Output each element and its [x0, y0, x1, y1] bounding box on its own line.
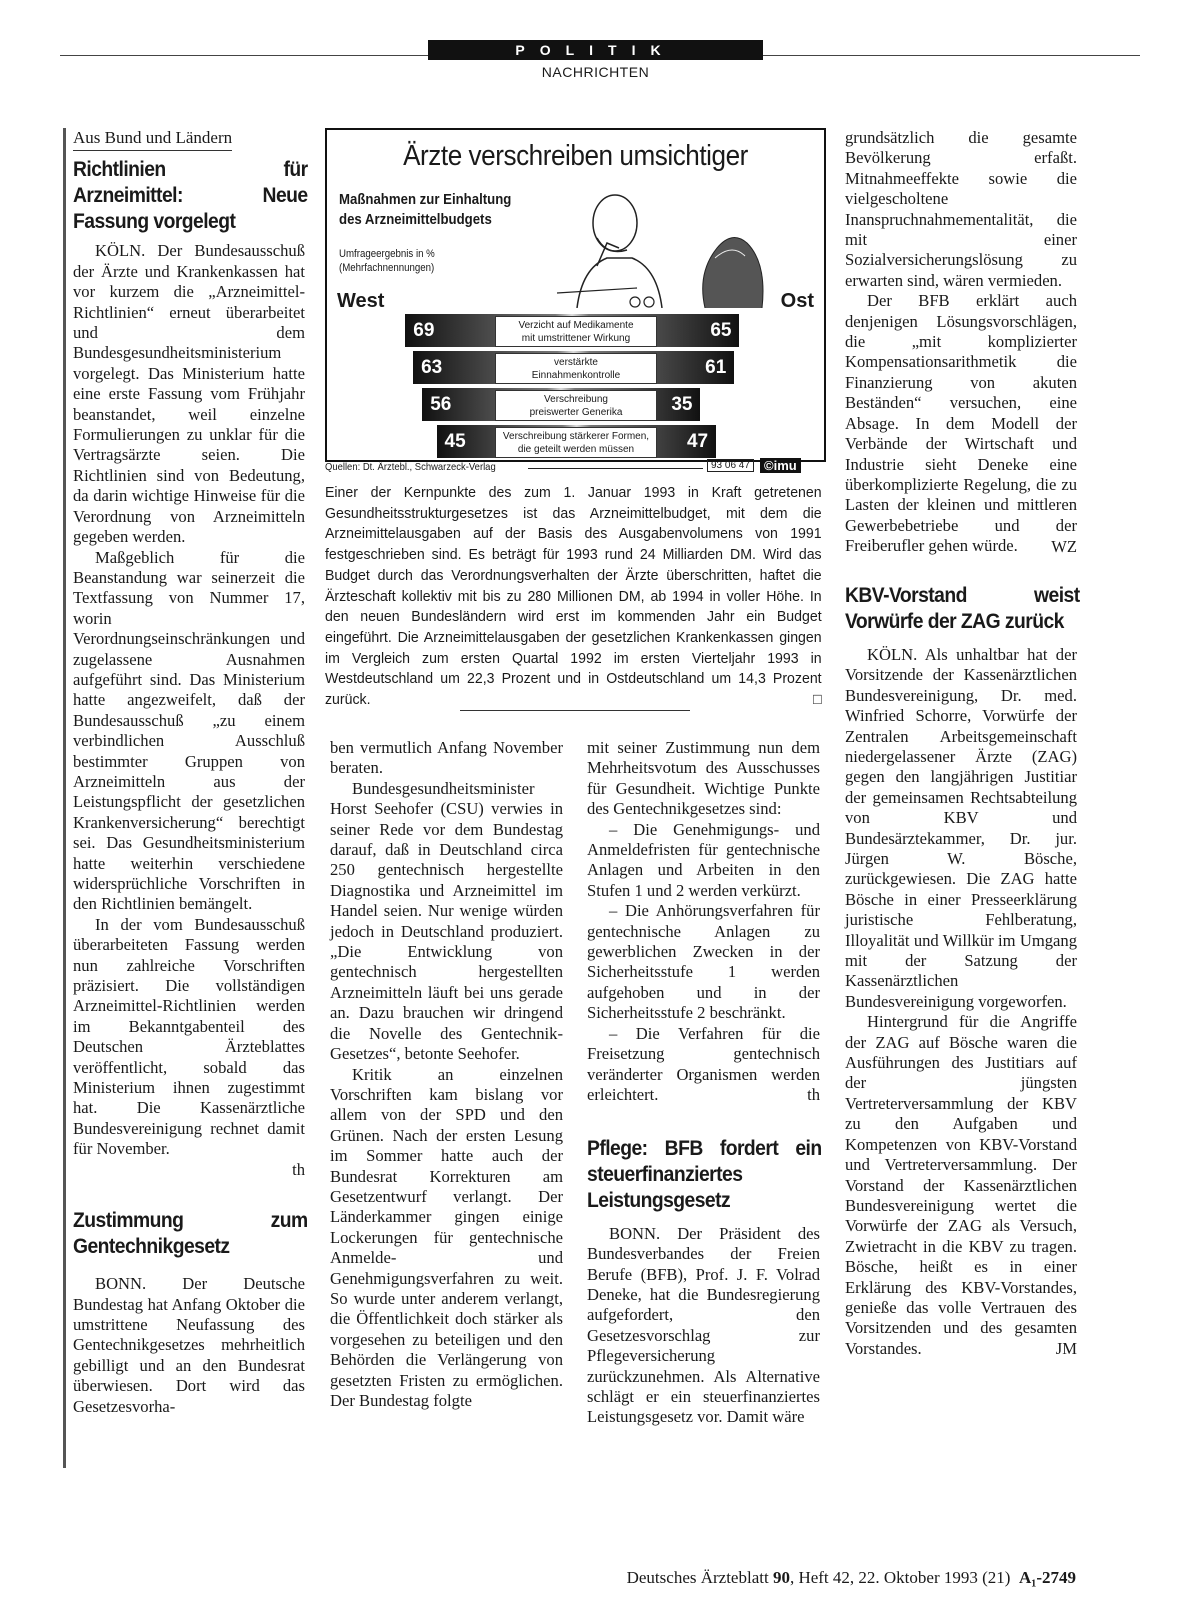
- chart-left-label: West: [337, 290, 385, 312]
- column-1: [73, 128, 308, 1417]
- chart-code: 93 06 47: [707, 459, 754, 472]
- chart-category-label: verstärkte Einnahmenkontrolle: [495, 353, 657, 384]
- chart-bar-row: [405, 314, 739, 347]
- article4-signature: JM: [1055, 1339, 1077, 1359]
- article4-headline: KBV-Vorstand weist Vorwürfe der ZAG zurück: [845, 583, 1080, 633]
- article2-list-item: – Die Genehmigungs- und Anmeldefristen für gentechnische Anlagen und Arbeiten in den Stufen 1 und 2 werden verkürzt.: [587, 819, 820, 900]
- page-footer: [627, 1568, 1076, 1588]
- article2-signature: th: [807, 1085, 820, 1105]
- chart-bar-row: [422, 388, 700, 421]
- chart-note: Umfrageergebnis in % (Mehrfachnennungen): [339, 248, 435, 274]
- chart-category-label: Verschreibung preiswerter Generika: [495, 390, 657, 421]
- section-subtitle: NACHRICHTEN: [541, 64, 650, 80]
- chart-box: [325, 128, 826, 462]
- chart-subtitle: Maßnahmen zur Einhaltung des Arzneimittelbudgets: [339, 191, 512, 228]
- article4-paragraph: Hintergrund für die Angriffe der ZAG auf Bösche waren die Ausführungen des Justitiars auf der jüngsten Vertreterversammlung der KBV zu den Aufgaben und Kompetenzen von KBV-Vorstand und Vertreterversammlung. Der Vorstand der Kassenärztlichen Bundesvereinigung wertet die Vorwürfe der ZAG als Versuch, Zwietracht in die KBV zu tragen. Bösche, heißt es in einer Erklärung des KBV-Vorstandes, genieße das volle Vertrauen des Vorsitzenden und des gesamten Vorstandes.: [845, 1012, 1077, 1358]
- chart-source-rule: [528, 468, 703, 469]
- caption-rule: [460, 710, 690, 711]
- article3-paragraph: grundsätzlich die gesamte Bevölkerung erfaßt. Mitnahmeeffekte sowie die vielgescholtene Inanspruchnahmementalität, die mit einer Sozialversicherungslösung zu erwarten sind, wären vermieden.: [845, 128, 1077, 290]
- chart-bar-row: [413, 351, 734, 384]
- chart-right-label: Ost: [780, 290, 814, 312]
- column-3: [587, 738, 820, 1428]
- article2-paragraph: Bundesgesundheitsminister Horst Seehofer (CSU) verwies in seiner Rede vor dem Bundestag darauf, daß in Deutschland circa 250 gentechnisch hergestellte Diagnostika und Arzneimittel im Handel seien. Nur wenige würden jedoch in Deutschland produziert. „Die Entwicklung von gentechnisch hergestellten Arzneimitteln läuft bei uns gerade an. Dazu brauchen wir dringend die Novelle des Gentechnik-Gesetzes“, betonte Seehofer.: [330, 778, 563, 1064]
- chart-bar-row: [437, 425, 717, 458]
- chart-value-ost: 65: [710, 320, 732, 341]
- article3-paragraph: BONN. Der Präsident des Bundesverbandes der Freien Berufe (BFB), Prof. J. F. Volrad Deneke, hat die Bundesregierung aufgefordert, den Gesetzesvorschlag zur Pflegeversicherung zurückzunehmen. Als Alternative schlägt er ein steuerfinanziertes Leistungsgesetz vor. Damit wäre: [587, 1223, 820, 1427]
- column-4: [845, 128, 1080, 1360]
- column-marker-bar: [63, 128, 66, 1468]
- chart-caption: Einer der Kernpunkte des zum 1. Januar 1993 in Kraft getretenen Gesundheitsstrukturgesetzes ist das Arzneimittelbudget, mit dem die Arzneimittelausgaben auf der Basis des Ausgabenvolumens von 1991 festgeschrieben sind. Es beträgt für 1993 rund 24 Milliarden DM. Wird das Budget durch das Verordnungsverhalten der Ärzte überschritten, haftet die Ärzteschaft kollektiv mit bis zu 280 Millionen DM, ab 1994 in voller Höhe. In den neuen Bundesländern wird erst im kommenden Jahr ein Budget eingeführt. Die Arzneimittelausgaben der gesetzlichen Krankenkassen gingen im Vergleich zum ersten Quartal 1992 im ersten Vierteljahr 1993 in Westdeutschland um 22,3 Prozent und in Ostdeutschland um 14,3 Prozent zurück. □: [325, 483, 822, 711]
- article2-paragraph: mit seiner Zustimmung nun dem Mehrheitsvotum des Ausschusses für Gesundheit. Wichtige Punkte des Gentechnikgesetzes sind:: [587, 738, 820, 819]
- article-kicker: Aus Bund und Ländern: [73, 128, 232, 151]
- chart-value-west: 69: [413, 320, 435, 341]
- chart-value-ost: 35: [671, 394, 693, 415]
- chart-value-west: 56: [430, 394, 452, 415]
- article2-headline: Zustimmung zum Gentechnikgesetz: [73, 1209, 308, 1259]
- article1-headline: Richtlinien für Arzneimittel: Neue Fassung vorgelegt: [73, 158, 308, 234]
- chart-value-west: 45: [444, 431, 466, 452]
- article2-paragraph: Kritik an einzelnen Vorschriften kam bislang vor allem von der SPD und den Grünen. Nach der ersten Lesung im Sommer hatte auch der Bundesrat Korrekturen am Gesetzentwurf verlangt. Der Länderkammer gingen einige Lockerungen für gentechnische Anmelde- und Genehmigungsverfahren zu weit. So wurde unter anderem verlangt, die Öffentlichkeit doch stärker als vorgesehen zu beteiligen und den Behörden die Verlängerung von gesetzten Fristen zu ermöglichen. Der Bundestag folgte: [330, 1064, 563, 1410]
- article2-list-item: – Die Anhörungsverfahren für gentechnische Anlagen zu gewerblichen Zwecken in der Sicherheitsstufe 1 werden aufgehoben und in der Sicherheitsstufe 2 beschränkt.: [587, 901, 820, 1023]
- chart-value-ost: 47: [686, 431, 709, 452]
- footer-journal: Deutsches Ärzteblatt: [626, 1568, 769, 1587]
- chart-title: Ärzte verschreiben umsichtiger: [403, 140, 748, 172]
- article2-paragraph: ben vermutlich Anfang November beraten.: [330, 738, 563, 778]
- chart-value-west: 63: [421, 357, 443, 378]
- end-mark: □: [813, 691, 822, 709]
- article4-paragraph: KÖLN. Als unhaltbar hat der Vorsitzende der Kassenärztlichen Bundesvereinigung, Dr. med. Winfried Schorre, Vorwürfe der Zentralen Arbeitsgemeinschaft niedergelassener Ärzte (ZAG) gegen den langjährigen Justitiar der gemeinsamen Rechtsabteilung von KBV und Bundesärztekammer, Dr. jur. Jürgen W. Bösche, zurückgewiesen. Die ZAG hatte Bösche in einer Presseerklärung juristische Fehlberatung, Illoyalität und Willkür im Umgang mit der Satzung der Kassenärztlichen Bundesvereinigung vorgeworfen.: [845, 644, 1077, 1011]
- chart-logo: ©imu: [760, 458, 801, 473]
- chart-source: Quellen: Dt. Ärztebl., Schwarzeck-Verlag: [325, 461, 496, 473]
- article3-paragraph: Der BFB erklärt auch denjenigen Lösungsvorschlägen, die „mit komplizierter Kompensationsarithmetik die Finanzierung von akuten Beständen“ versuchen, eine Absage. In dem Modell der Verbände der Wirtschaft und Industrie sieht Deneke eine überkomplizierte Regelung, die zu Lasten der kleinen und mittleren Gewerbebetriebe und der Freiberufler gehen würde.: [845, 291, 1077, 556]
- article3-signature: WZ: [1051, 536, 1077, 556]
- article2-paragraph: BONN. Der Deutsche Bundestag hat Anfang Oktober die umstrittene Neufassung des Gentechnikgesetzes mehrheitlich gebilligt und an den Bundesrat überwiesen. Dort wird das Gesetzesvorha-: [73, 1274, 305, 1416]
- footer-volume: 90: [772, 1568, 790, 1587]
- section-title: POLITIK: [428, 40, 763, 60]
- article3-headline: Pflege: BFB fordert ein steuerfinanziertes Leistungsgesetz: [587, 1136, 822, 1212]
- article1-paragraph: KÖLN. Der Bundesausschuß der Ärzte und Krankenkassen hat vor kurzem die „Arzneimittel-Richtlinien“ erneut überarbeitet und dem Bundesgesundheitsministerium vorgelegt. Das Ministerium hatte eine erste Fassung vom Frühjahr beanstandet, weil einzelne Formulierungen zu unklar für die Vertragsärzte seien. Die Richtlinien sind von Bedeutung, da darin wichtige Hinweise für die Verordnung von Arzneimitteln gegeben werden.: [73, 241, 305, 547]
- doctor-illustration: [537, 188, 787, 308]
- column-2: [330, 738, 563, 1411]
- article1-paragraph: In der vom Bundesausschuß überarbeiteten Fassung werden nun zahlreiche Vorschriften präzisiert. Die vollständigen Arzneimittel-Richtlinien werden im Bekanntgabenteil des Deutschen Ärzteblattes veröffentlicht, sobald das Ministerium ihnen zugestimmt hat. Die Kassenärztliche Bundesvereinigung rechnet damit für November.: [73, 914, 305, 1159]
- article1-paragraph: Maßgeblich für die Beanstandung war seinerzeit die Textfassung von Nummer 17, worin Verordnungseinschränkungen und zugelassene Ausnahmen aufgeführt sind. Das Ministerium hatte angezweifelt, daß der Bundesausschuß „zu einem verbindlichen Ausschluß bestimmter Gruppen von Arzneimitteln aus der Leistungspflicht der gesetzlichen Krankenversicherung“ berechtigt sei. Das Gesundheitsministerium hatte weiterhin verschiedene widersprüchliche Vorschriften in den Richtlinien bemängelt.: [73, 547, 305, 914]
- chart-category-label: Verschreibung stärkerer Formen, die geteilt werden müssen: [495, 427, 657, 458]
- footer-page: A₁-2749: [1018, 1568, 1076, 1587]
- chart-value-ost: 61: [705, 357, 727, 378]
- chart-category-label: Verzicht auf Medikamente mit umstrittener Wirkung: [495, 316, 657, 347]
- footer-issue: , Heft 42, 22. Oktober 1993 (21): [789, 1568, 1011, 1587]
- article1-signature: th: [292, 1159, 305, 1179]
- article2-list-item: – Die Verfahren für die Freisetzung gentechnisch veränderter Organismen werden erleichtert.: [587, 1023, 820, 1104]
